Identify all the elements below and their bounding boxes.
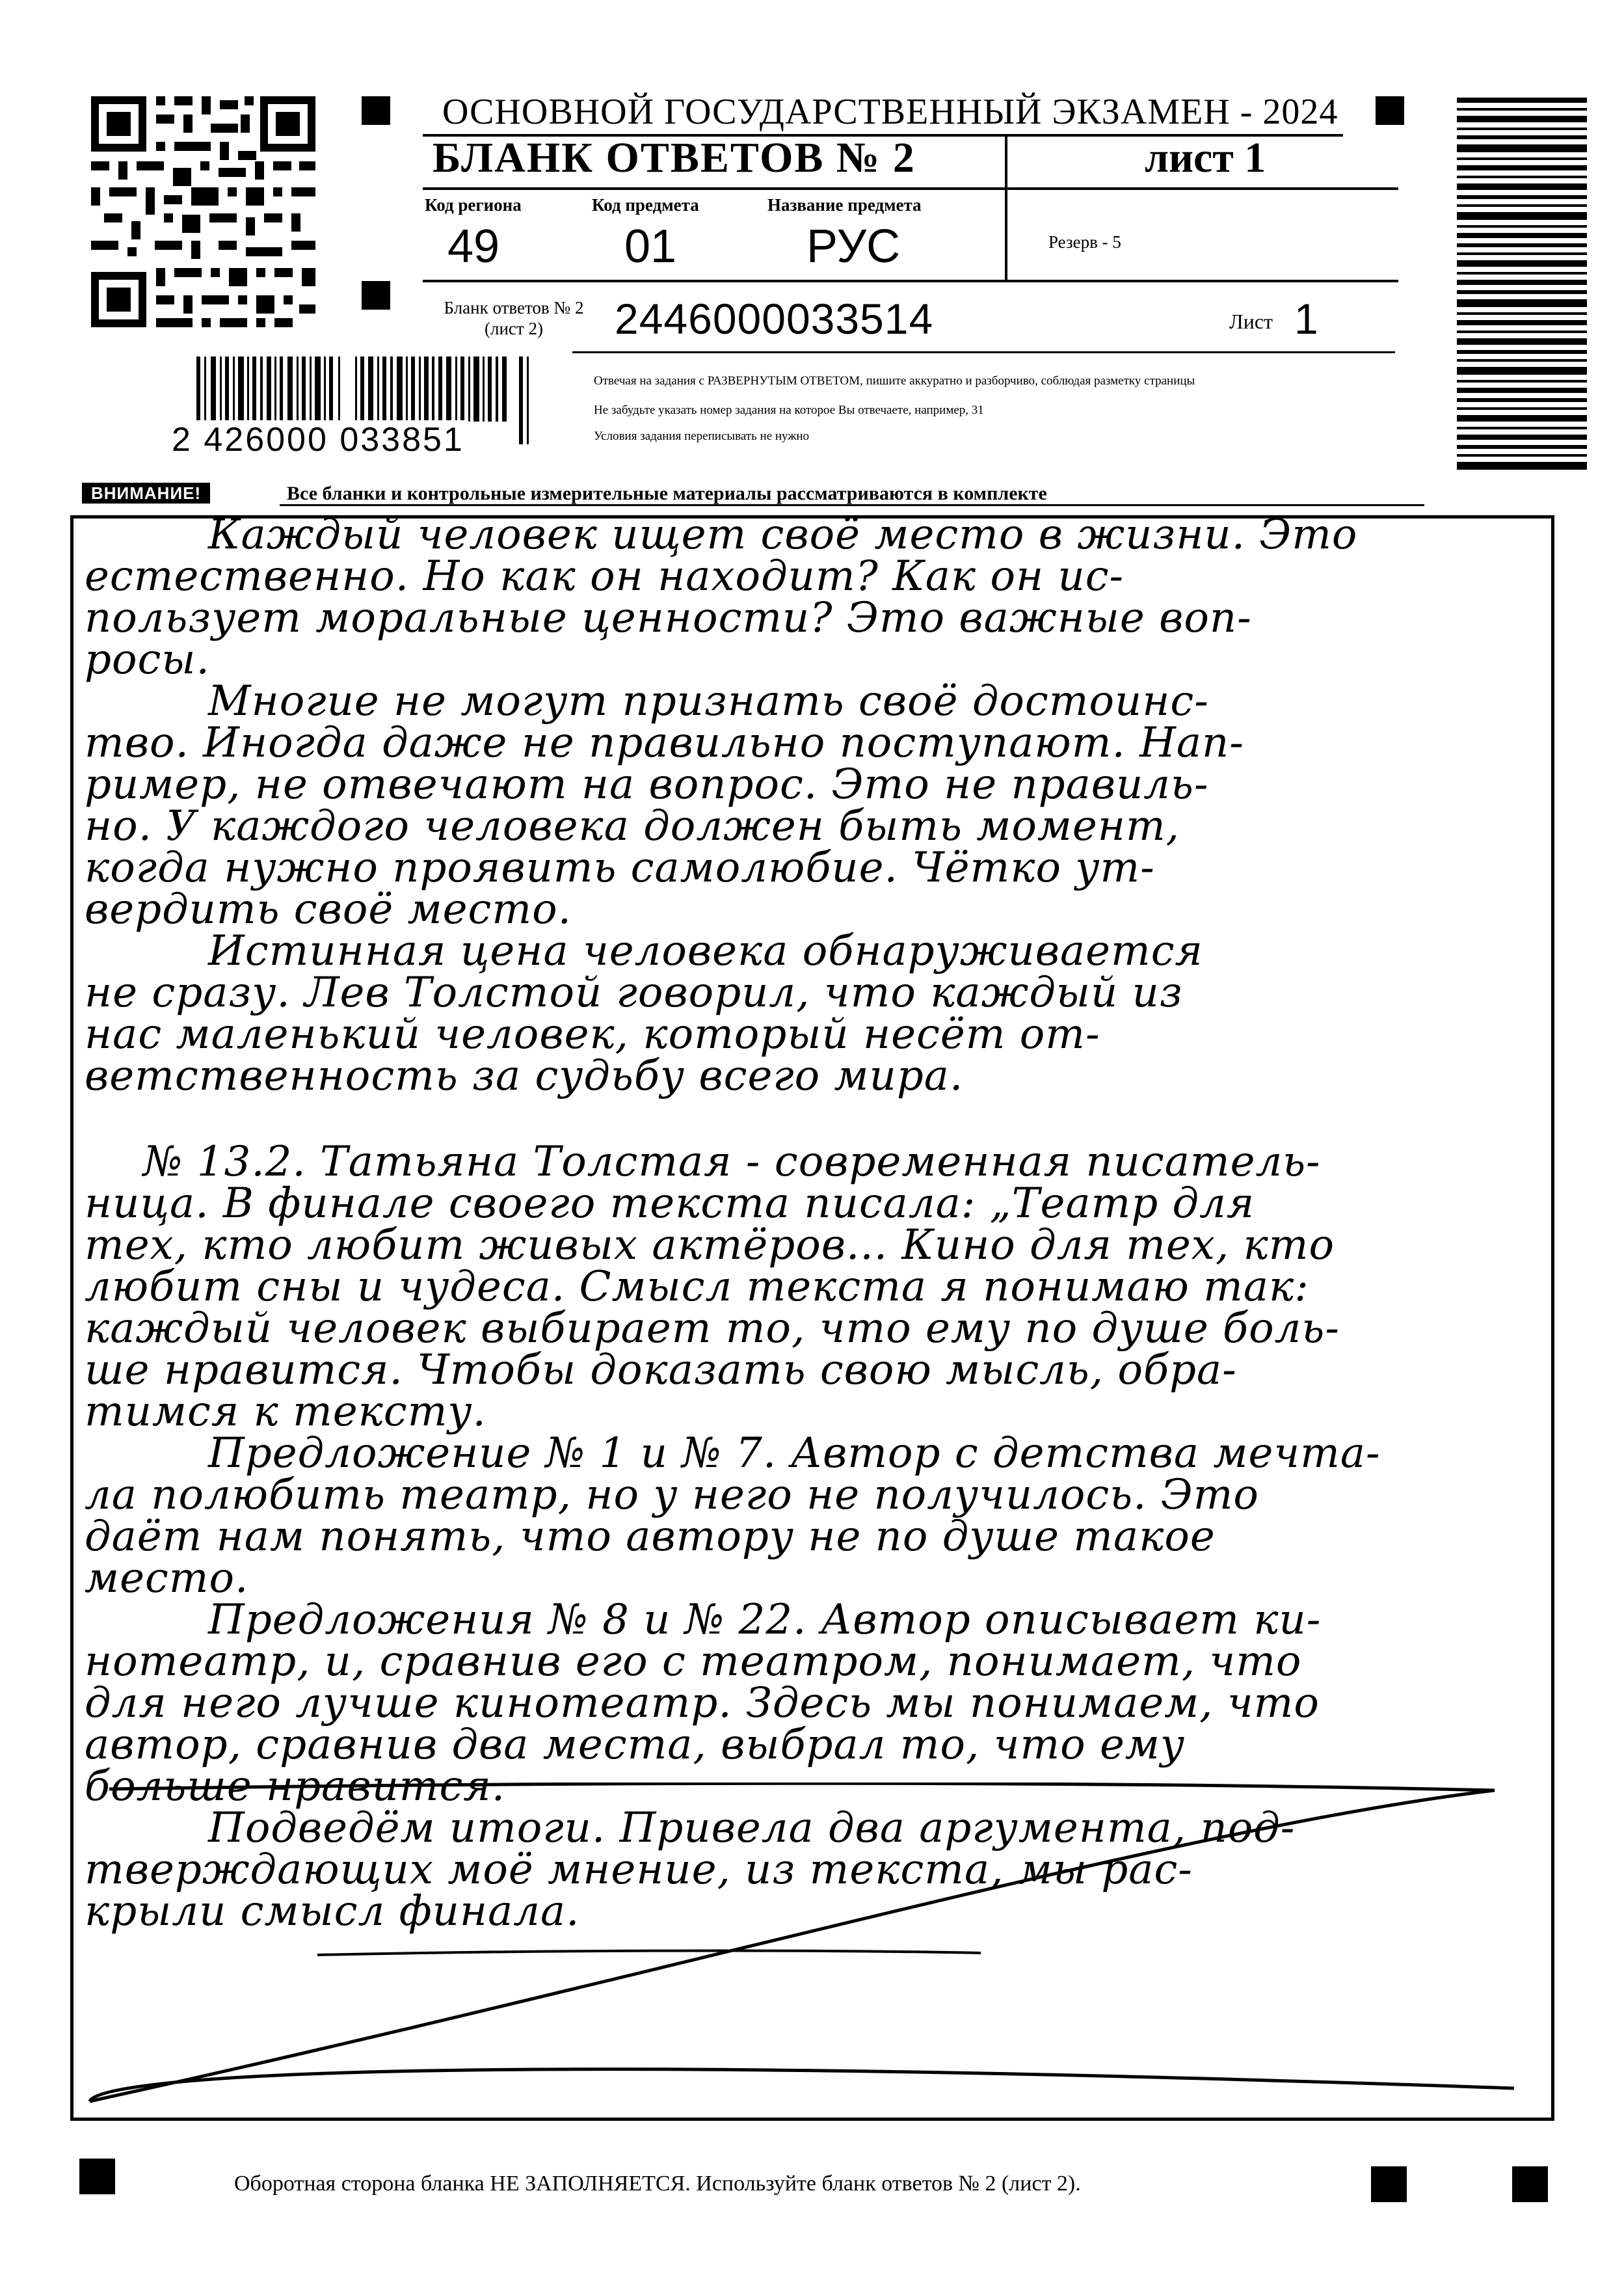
blank-reference-line-2: (лист 2) [485,319,543,338]
answer-line: вердить своё место. [85,885,572,934]
attention-bar [82,483,1294,504]
answer-line: росы. [85,636,210,684]
blank-number: 2446000033514 [615,295,934,343]
answer-line: естественно. Но как он находит? Как он ис- [85,552,1125,600]
header-divider-vertical [1005,134,1007,280]
list-number: 1 [1294,295,1318,343]
answer-line: тво. Иногда даже не правильно поступают. Нап- [85,719,1244,767]
form-title: БЛАНК ОТВЕТОВ № 2 [433,134,916,182]
handwritten-answer [85,511,1561,1935]
answer-line: № 13.2. Татьяна Толстая - современная писатель- [143,1138,1321,1186]
reserve-label: Резерв - 5 [1048,232,1121,252]
answer-line: больше нравится. [85,1762,506,1810]
subject-name-value: РУС [806,221,901,273]
header-rule-bottom [572,351,1395,353]
answer-line: для него лучше кинотеатр. Здесь мы понимаем, что [85,1679,1320,1727]
blank-reference-line-1: Бланк ответов № 2 [444,298,584,317]
answer-line: не сразу. Лев Толстой говорил, что каждый из [85,969,1183,1017]
subject-code-label: Код предмета [592,195,699,215]
subject-code-value: 01 [624,221,677,273]
answer-line: ше нравится. Чтобы доказать свою мысль, обра- [85,1346,1237,1394]
header-rule-lower [423,280,1398,282]
answer-line: ример, не отвечают на вопрос. Это не правиль- [85,760,1209,809]
attention-text: Все бланки и контрольные измерительные материалы рассматриваются в комплекте [287,483,1047,504]
instruction-1: Отвечая на задания с РАЗВЕРНУТЫМ ОТВЕТОМ, пишите аккуратно и разборчиво, соблюдая разметку страницы [594,374,1195,388]
answer-line: пользует моральные ценности? Это важные воп- [85,594,1252,642]
empty-area-strike-mark [70,1783,1554,2121]
attention-rule [280,504,1424,506]
answer-line: крыли смысл финала. [85,1887,580,1935]
answer-line: Предложение № 1 и № 7. Автор с детства мечта- [208,1429,1381,1477]
alignment-marker-top-left [362,96,390,125]
answer-line: автор, сравнив два места, выбрал то, что ему [85,1721,1186,1769]
answer-line: ветственность за судьбу всего мира. [85,1052,964,1100]
exam-title: ОСНОВНОЙ ГОСУДАРСТВЕННЫЙ ЭКЗАМЕН - 2024 [442,92,1338,132]
answer-line: тех, кто любит живых актёров... Кино для тех, кто [85,1221,1335,1269]
sheet-label: лист 1 [1145,134,1266,182]
instruction-2: Не забудьте указать номер задания на которое Вы отвечаете, например, 31 [594,403,984,417]
answer-line: каждый человек выбирает то, что ему по душе боль- [85,1304,1340,1353]
qr-code [91,96,315,327]
answer-line: Предложения № 8 и № 22. Автор описывает ки- [208,1596,1322,1644]
alignment-marker-top-right [1376,96,1404,125]
answer-line: нотеатр, и, сравнив его с театром, понимает, что [85,1637,1302,1686]
region-code-value: 49 [447,221,500,273]
answer-line: любит сны и чудеса. Смысл текста я понимаю так: [85,1263,1309,1311]
alignment-marker-bottom-left [79,2159,115,2194]
attention-badge: ВНИМАНИЕ! [82,483,210,504]
answer-line: тверждающих моё мнение, из текста, мы рас- [85,1846,1193,1894]
footer-note: Оборотная сторона бланка НЕ ЗАПОЛНЯЕТСЯ. Используйте бланк ответов № 2 (лист 2). [234,2172,1081,2196]
answer-line: нас маленький человек, который несёт от- [85,1010,1100,1058]
answer-line: Каждый человек ищет своё место в жизни. Это [208,511,1358,559]
subject-name-label: Название предмета [767,195,922,215]
barcode-right [1457,98,1587,472]
alignment-marker-bottom-right [1512,2166,1548,2202]
answer-line: Подведём итоги. Привела два аргумента, под- [208,1804,1296,1852]
blank-reference-label [416,297,611,339]
instruction-3: Условия задания переписывать не нужно [594,429,810,443]
alignment-marker-bottom-mid [1371,2166,1407,2202]
answer-line: Истинная цена человека обнаруживается [208,927,1203,975]
header-rule-mid [423,187,1398,190]
answer-line: когда нужно проявить самолюбие. Чётко ут- [85,844,1155,892]
answer-line: место. [85,1554,249,1602]
answer-line: даёт нам понять, что автору не по душе такое [85,1513,1216,1561]
answer-line: Многие не могут признать своё достоинс- [208,677,1209,725]
answer-line: ла полюбить театр, но у него не получилось. Это [85,1471,1259,1519]
barcode-number: 2 426000 033851 [168,420,468,459]
answer-line: тимся к тексту. [85,1388,486,1436]
list-label: Лист [1229,310,1273,333]
answer-line: ница. В финале своего текста писала: „Театр для [85,1179,1255,1228]
alignment-marker-mid-left [362,281,390,310]
answer-line: но. У каждого человека должен быть момент, [85,802,1180,850]
region-code-label: Код региона [425,195,522,215]
